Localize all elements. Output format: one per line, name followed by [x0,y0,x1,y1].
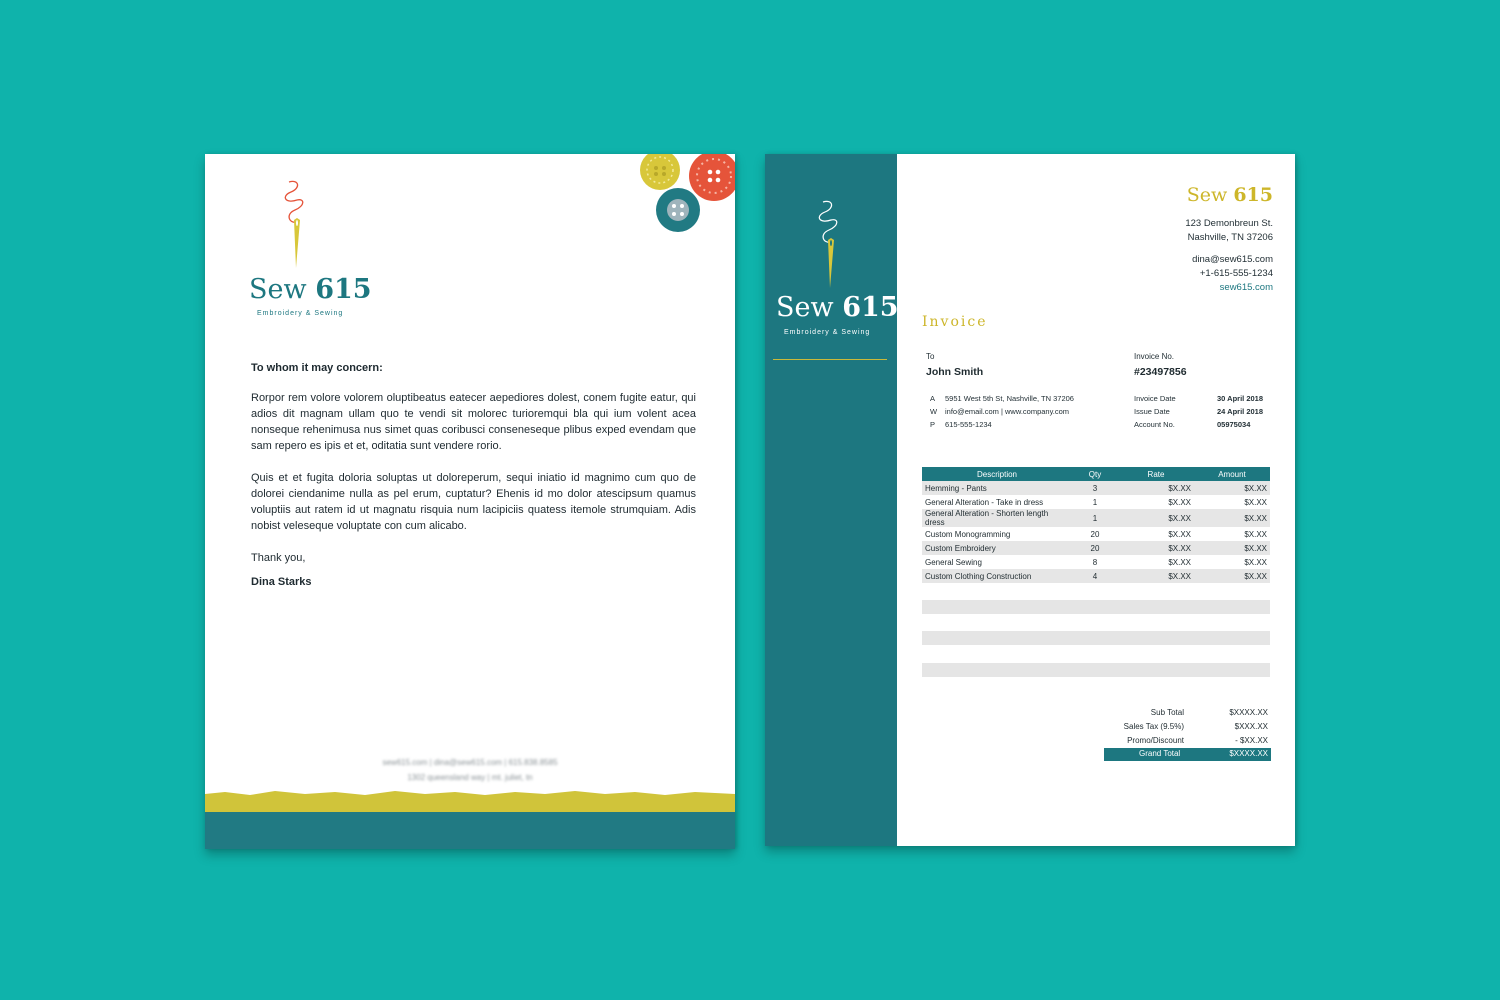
invoice-items-table [922,467,1270,583]
invoice-number: #23497856 [1134,366,1187,378]
cell-qty: 8 [1092,557,1098,567]
meta-label: Account No. [1134,420,1175,429]
client-detail-key: P [930,420,936,429]
invoice-page [765,154,1295,846]
cell-rate: $X.XX [1118,509,1194,527]
letter-paragraph: Rorpor rem volore volorem oluptibeatus eatecer aepediores dolest, conem fugite eatur, qui adios dit magnam ullam quo te vendi sit molorec turioremqui bla qui ium volent acea nonseque rehenimusa nus simet quas coribusci conseneseque plibus exped evendam que sam repero es ipis et et, oditatia sunt vendere rorio. [251,392,696,452]
to-label: To [926,352,935,361]
discount-value: - $XX.XX [1235,736,1268,745]
red-button-icon [689,154,735,201]
cell-qty: 20 [1090,529,1100,539]
client-address: 5951 West 5th St, Nashville, TN 37206 [945,394,1074,403]
grand-total-label: Grand Total [1139,749,1181,758]
meta-value: 24 April 2018 [1217,407,1263,416]
footer-teal-band [205,812,735,849]
letterhead-logo-tagline: Embroidery & Sewing [257,310,344,317]
header-amount: Amount [1194,467,1270,481]
cell-description: Custom Clothing Construction [922,569,1072,583]
header-rate: Rate [1118,467,1194,481]
grand-total-bar [1104,748,1271,761]
client-detail-key: W [930,407,938,416]
cell-qty: 1 [1072,509,1118,527]
cell-description: Custom Embroidery [922,541,1072,555]
cell-rate: $X.XX [1118,541,1194,555]
client-name: John Smith [926,366,984,378]
invoice-brand: Sew 615 [1186,184,1273,206]
letterhead-logo-text: Sew 615 [249,274,372,305]
table-row [922,569,1270,583]
cell-rate: $X.XX [1118,569,1194,583]
company-address-line: 123 Demonbreun St. [1185,218,1273,229]
sidebar-logo-tagline: Embroidery & Sewing [784,329,871,336]
invoice-sidebar [765,154,897,846]
invoice-no-label: Invoice No. [1134,352,1175,361]
discount-label: Promo/Discount [1127,736,1184,745]
cell-description: General Sewing [925,557,982,567]
letter-closing: Thank you, [251,552,306,564]
cell-rate: $X.XX [1168,497,1191,507]
cell-description: Custom Monogramming [925,529,1011,539]
invoice-title: Invoice [922,314,988,330]
letter-body [251,360,696,590]
letter-footer-line-2: 1302 queensland way | mt. juliet, tn [407,773,533,782]
letter-greeting: To whom it may concern: [251,362,383,374]
letterhead-page [205,154,735,849]
cell-qty: 3 [1072,481,1118,495]
cell-rate: $X.XX [1118,481,1194,495]
subtotal-value: $XXXX.XX [1229,708,1268,717]
company-website-link[interactable]: sew615.com [1219,282,1273,293]
meta-value: 05975034 [1217,420,1251,429]
table-row [922,509,1270,527]
needle-thread-icon [275,180,315,270]
cell-qty: 1 [1092,497,1098,507]
cell-qty: 20 [1072,541,1118,555]
client-detail-key: A [930,394,936,403]
cell-amount: $X.XX [1194,481,1270,495]
meta-value: 30 April 2018 [1217,394,1263,403]
cell-rate: $X.XX [1168,529,1191,539]
sales-tax-label: Sales Tax (9.5%) [1123,722,1184,731]
letter-signature: Dina Starks [251,576,312,588]
sidebar-logo-text: Sew 615 [776,292,899,323]
company-address-line: Nashville, TN 37206 [1187,232,1273,243]
empty-table-row [922,631,1270,645]
header-qty: Qty [1072,467,1118,481]
meta-label: Issue Date [1134,407,1170,416]
client-phone: 615-555-1234 [945,420,992,429]
subtotal-label: Sub Total [1150,708,1184,717]
letter-footer-line-1: sew615.com | dina@sew615.com | 615.838.8585 [382,758,558,767]
sales-tax-value: $XXX.XX [1234,722,1268,731]
cell-rate: $X.XX [1168,557,1191,567]
cell-amount: $X.XX [1244,557,1267,567]
company-phone: +1-615-555-1234 [1199,268,1273,279]
cell-amount: $X.XX [1194,541,1270,555]
table-header-row [922,467,1270,481]
meta-label: Invoice Date [1134,394,1176,403]
cell-amount: $X.XX [1244,529,1267,539]
sewing-buttons-decoration [638,154,735,236]
cell-description: General Alteration - Shorten length dress [922,509,1072,527]
empty-table-row [922,663,1270,677]
table-row [922,527,1270,541]
sidebar-divider [773,359,887,360]
table-row [922,481,1270,495]
empty-table-row [922,600,1270,614]
teal-button-icon [656,188,700,232]
table-row [922,541,1270,555]
table-row [922,555,1270,569]
cell-amount: $X.XX [1244,497,1267,507]
table-row [922,495,1270,509]
cell-description: General Alteration - Take in dress [925,497,1044,507]
cell-qty: 4 [1072,569,1118,583]
company-email: dina@sew615.com [1192,254,1273,265]
needle-thread-icon [809,200,849,290]
letter-paragraph: Quis et et fugita doloria soluptas ut doloreperum, sequi iniatio id magnimo cum quo de dolorei ciendanime nulla as pel erum, cuptatur? Ehenis id mo dolor atescipsum quamus voluptiis aut ratem id ut magnatu risquia num lacipiciis quatess itemole strumquiam. Adis nobist veleseque voluptate con cum alicabo. [251,472,696,532]
grand-total-value: $XXXX.XX [1229,749,1268,758]
yellow-button-icon [640,154,680,190]
cell-description: Hemming - Pants [922,481,1072,495]
header-description: Description [922,467,1072,481]
cell-amount: $X.XX [1194,509,1270,527]
client-web: info@email.com | www.company.com [945,407,1070,416]
cell-amount: $X.XX [1194,569,1270,583]
